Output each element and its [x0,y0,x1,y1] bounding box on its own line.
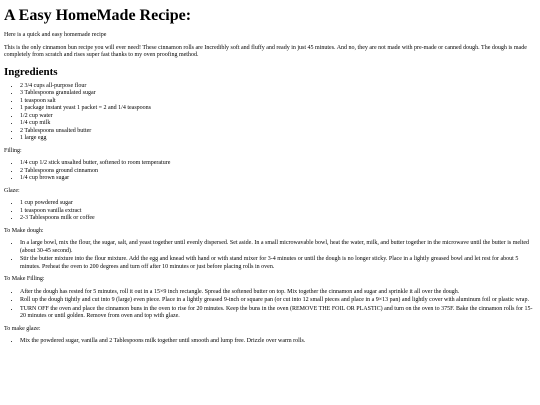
list-item: • 1 teaspoon salt [20,98,536,106]
list-item: • 1/4 cup 1/2 stick unsalted butter, softened to room temperature [20,160,536,168]
recipe-description: This is the only cinnamon bun recipe you will ever need! These cinnamon rolls are Incredibly soft and fluffy and ready in just 45 minutes. And no, they are not made with pre-made or canned dough. The dough is made completely from scratch and rises super fast thanks to my oven proofing method. [4,44,527,58]
list-item: • 1 large egg [20,135,536,143]
make-glaze-steps [4,338,536,346]
list-item: • Mix the powdered sugar, vanilla and 2 Tablespoons milk together until smooth and lump free. Drizzle over warm rolls. [20,338,536,346]
make-filling-label: To Make Filling: [4,276,45,282]
make-filling-steps [4,289,536,321]
ingredients-heading: Ingredients [4,65,58,78]
glaze-ingredients-list [4,200,536,223]
list-item: • 2 Tablespoons unsalted butter [20,128,536,136]
make-glaze-label: To make glaze: [4,325,41,332]
make-dough-steps [4,240,536,271]
intro-text: Here is a quick and easy homemade recipe [4,32,107,38]
page-title: A Easy HomeMade Recipe: [4,7,192,24]
list-item: • 2-3 Tablespoons milk or coffee [20,215,536,223]
make-dough-label: To Make dough: [4,227,44,234]
filling-ingredients-list [4,160,536,183]
list-item: • 1 teaspoon vanilla extract [20,208,536,216]
list-item: • 2 3/4 cups all-purpose flour [20,83,536,91]
list-item: • 1/4 cup milk [20,120,536,128]
list-item: • Stir the butter mixture into the flour mixture. Add the egg and knead with hand or with stand mixer for 3-4 minutes or until the dough is no longer sticky. Place in a lightly greased bowl and let rest for about 5 minutes. Preheat the oven to 200 degrees and turn off after 10 minutes or just before placing rolls in oven. [20,256,536,271]
list-item: • 1 cup powdered sugar [20,200,536,208]
list-item: • 3 Tablespoons granulated sugar [20,90,536,98]
list-item: • 1/2 cup water [20,113,536,121]
filling-label: Filling: [4,147,22,154]
list-item: • 2 Tablespoons ground cinnamon [20,168,536,176]
glaze-label: Glaze: [4,187,20,194]
list-item: • In a large bowl, mix the flour, the sugar, salt, and yeast together until evenly dispersed. Set aside. In a small microwavable bowl, heat the water, milk, and butter together in the microwave until the butter is melted (about 30-45 second). [20,240,536,255]
list-item: • 1/4 cup brown sugar [20,175,536,183]
list-item: • Roll up the dough tightly and cut into 9 (large) even piece. Place in a lightly greased 9-inch or square pan (or cut into 12 small pieces and place in a 9×13 pan) and lightly cover with aluminum foil or plastic wrap. [20,297,536,305]
list-item: • 1 package instant yeast 1 packet = 2 and 1/4 teaspoons [20,105,536,113]
dough-ingredients-list [4,83,536,143]
list-item: • TURN OFF the oven and place the cinnamon buns in the oven to rise for 20 minutes. Keep the buns in the oven (REMOVE THE FOIL OR PLASTIC) and turn on the oven to 375F. Bake the cinnamon rolls for 15-20 minutes or until golden. Remove from oven and top with glaze. [20,306,536,321]
list-item: • After the dough has rested for 5 minutes, roll it out in a 15×9 inch rectangle. Spread the softened butter on top. Mix together the cinnamon and sugar and sprinkle it all over the dough. [20,289,536,297]
